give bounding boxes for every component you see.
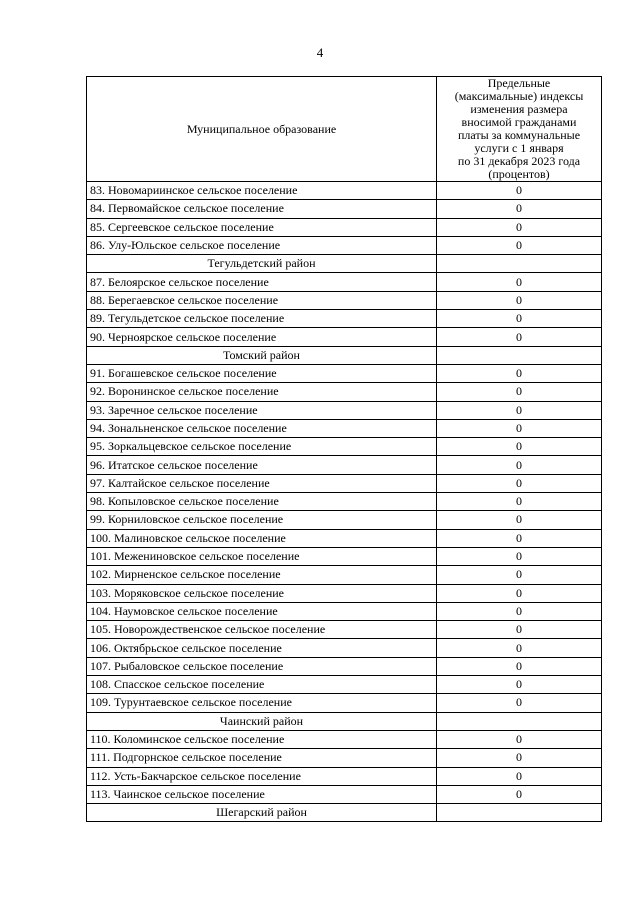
municipality-name: 109. Турунтаевское сельское поселение	[87, 694, 437, 712]
table-row	[87, 493, 602, 511]
column-header-index-line: по 31 декабря 2023 года	[457, 154, 581, 168]
column-header-index-line: Предельные	[487, 76, 551, 90]
municipality-name: 108. Спасское сельское поселение	[87, 676, 437, 694]
district-name: Чаинский район	[87, 712, 437, 730]
table-row	[87, 291, 602, 309]
municipality-name: 105. Новорождественское сельское поселение	[87, 621, 437, 639]
index-value: 0	[437, 785, 602, 803]
municipality-name: 89. Тегульдетское сельское поселение	[87, 310, 437, 328]
district-row	[87, 346, 602, 364]
municipality-name: 93. Заречное сельское поселение	[87, 401, 437, 419]
index-value: 0	[437, 657, 602, 675]
column-header-index-line: (процентов)	[488, 167, 550, 181]
municipality-name: 110. Коломинское сельское поселение	[87, 730, 437, 748]
municipality-name: 104. Наумовское сельское поселение	[87, 602, 437, 620]
table-row	[87, 273, 602, 291]
column-header-index-line: платы за коммунальные	[457, 128, 581, 142]
column-header-index-line: изменения размера	[470, 102, 568, 116]
index-value: 0	[437, 676, 602, 694]
index-value: 0	[437, 419, 602, 437]
table-body	[87, 182, 602, 822]
index-value	[437, 712, 602, 730]
index-value: 0	[437, 328, 602, 346]
table-row	[87, 236, 602, 254]
table-row	[87, 310, 602, 328]
index-value: 0	[437, 749, 602, 767]
table-row	[87, 621, 602, 639]
index-value: 0	[437, 218, 602, 236]
municipality-name: 103. Моряковское сельское поселение	[87, 584, 437, 602]
index-value	[437, 804, 602, 822]
municipality-name: 113. Чаинское сельское поселение	[87, 785, 437, 803]
table-row	[87, 676, 602, 694]
district-row	[87, 255, 602, 273]
municipality-name: 92. Воронинское сельское поселение	[87, 383, 437, 401]
table-row	[87, 566, 602, 584]
index-value: 0	[437, 529, 602, 547]
municipality-name: 88. Берегаевское сельское поселение	[87, 291, 437, 309]
column-header-index	[437, 77, 602, 182]
table-row	[87, 401, 602, 419]
index-value: 0	[437, 566, 602, 584]
index-value: 0	[437, 364, 602, 382]
table-row	[87, 602, 602, 620]
municipality-name: 96. Итатское сельское поселение	[87, 456, 437, 474]
table-row	[87, 767, 602, 785]
table-row	[87, 456, 602, 474]
index-value: 0	[437, 621, 602, 639]
index-value: 0	[437, 291, 602, 309]
municipality-name: 99. Корниловское сельское поселение	[87, 511, 437, 529]
index-value: 0	[437, 547, 602, 565]
table-row	[87, 694, 602, 712]
table-row	[87, 438, 602, 456]
municipality-name: 100. Малиновское сельское поселение	[87, 529, 437, 547]
index-value: 0	[437, 456, 602, 474]
municipality-name: 95. Зоркальцевское сельское поселение	[87, 438, 437, 456]
table-row	[87, 639, 602, 657]
municipality-name: 112. Усть-Бакчарское сельское поселение	[87, 767, 437, 785]
index-value	[437, 255, 602, 273]
table-row	[87, 547, 602, 565]
index-value	[437, 346, 602, 364]
table-row	[87, 364, 602, 382]
index-value: 0	[437, 200, 602, 218]
index-value: 0	[437, 310, 602, 328]
index-value: 0	[437, 438, 602, 456]
index-value: 0	[437, 730, 602, 748]
column-header-index-line: услуги с 1 января	[474, 141, 564, 155]
column-header-municipality: Муниципальное образование	[87, 77, 437, 182]
municipality-name: 111. Подгорнское сельское поселение	[87, 749, 437, 767]
table-row	[87, 218, 602, 236]
table-header-row	[87, 77, 602, 182]
municipality-name: 97. Калтайское сельское поселение	[87, 474, 437, 492]
table-row	[87, 511, 602, 529]
index-value: 0	[437, 602, 602, 620]
index-value: 0	[437, 639, 602, 657]
district-row	[87, 712, 602, 730]
index-value: 0	[437, 584, 602, 602]
tariff-index-table	[86, 76, 602, 822]
table-row	[87, 182, 602, 200]
municipality-name: 87. Белоярское сельское поселение	[87, 273, 437, 291]
municipality-name: 106. Октябрьское сельское поселение	[87, 639, 437, 657]
district-name: Тегульдетский район	[87, 255, 437, 273]
municipality-name: 101. Межениновское сельское поселение	[87, 547, 437, 565]
municipality-name: 98. Копыловское сельское поселение	[87, 493, 437, 511]
page-number: 4	[316, 45, 324, 60]
index-value: 0	[437, 383, 602, 401]
municipality-name: 107. Рыбаловское сельское поселение	[87, 657, 437, 675]
index-value: 0	[437, 767, 602, 785]
table-row	[87, 730, 602, 748]
district-name: Томский район	[87, 346, 437, 364]
table-row	[87, 419, 602, 437]
municipality-name: 86. Улу-Юльское сельское поселение	[87, 236, 437, 254]
table-row	[87, 584, 602, 602]
municipality-name: 85. Сергеевское сельское поселение	[87, 218, 437, 236]
index-value: 0	[437, 474, 602, 492]
municipality-name: 91. Богашевское сельское поселение	[87, 364, 437, 382]
table-row	[87, 657, 602, 675]
table-row	[87, 529, 602, 547]
column-header-index-line: (максимальные) индексы	[454, 89, 584, 103]
municipality-name: 83. Новомариинское сельское поселение	[87, 182, 437, 200]
index-value: 0	[437, 493, 602, 511]
table-row	[87, 749, 602, 767]
municipality-name: 102. Мирненское сельское поселение	[87, 566, 437, 584]
district-row	[87, 804, 602, 822]
table-row	[87, 785, 602, 803]
municipality-name: 90. Черноярское сельское поселение	[87, 328, 437, 346]
table-row	[87, 474, 602, 492]
column-header-index-line: вносимой гражданами	[461, 115, 577, 129]
table-row	[87, 328, 602, 346]
municipality-name: 84. Первомайское сельское поселение	[87, 200, 437, 218]
table-row	[87, 383, 602, 401]
index-value: 0	[437, 273, 602, 291]
table-row	[87, 200, 602, 218]
index-value: 0	[437, 511, 602, 529]
index-value: 0	[437, 694, 602, 712]
index-value: 0	[437, 401, 602, 419]
index-value: 0	[437, 236, 602, 254]
index-value: 0	[437, 182, 602, 200]
district-name: Шегарский район	[87, 804, 437, 822]
municipality-name: 94. Зональненское сельское поселение	[87, 419, 437, 437]
